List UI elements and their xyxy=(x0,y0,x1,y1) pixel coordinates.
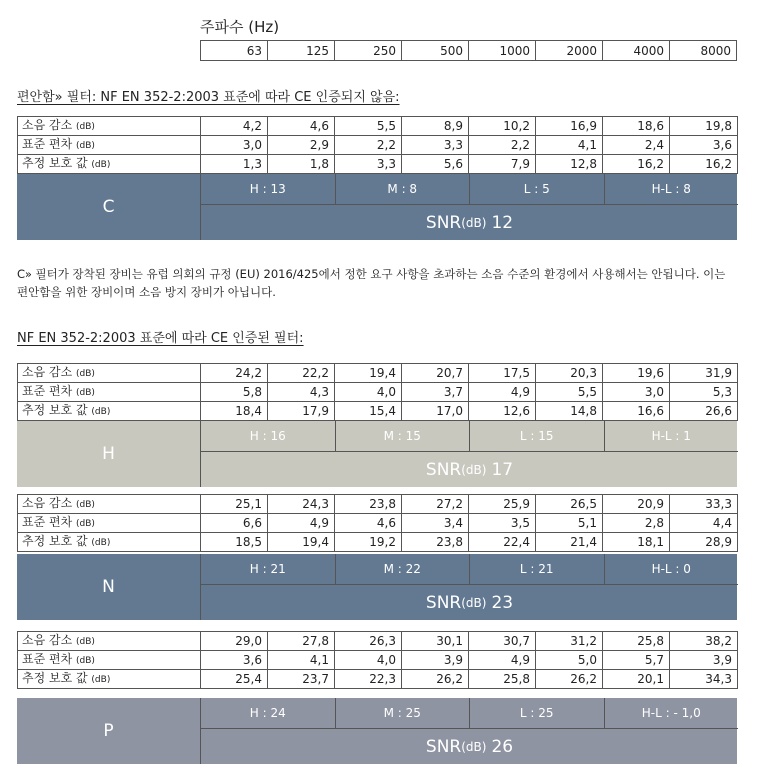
filter-table-c xyxy=(17,116,738,174)
snr-label: SNR xyxy=(425,736,462,757)
value-cell: 20,1 xyxy=(603,670,670,689)
value-cell: 34,3 xyxy=(670,670,738,689)
value-cell: 10,2 xyxy=(469,117,536,136)
snr-label: SNR xyxy=(425,592,462,613)
frequency-cell: 8000 xyxy=(670,41,737,61)
value-cell: 25,4 xyxy=(201,670,268,689)
value-cell: 4,4 xyxy=(670,514,738,533)
row-label-text: 추정 보호 값 xyxy=(22,156,88,170)
value-cell: 4,1 xyxy=(536,136,603,155)
value-cell: 20,3 xyxy=(536,364,603,383)
hml-values xyxy=(200,421,738,452)
value-cell: 26,6 xyxy=(670,402,738,421)
heading-not-certified: 편안함» 필터: NF EN 352-2:2003 표준에 따라 CE 인증되지 않음: xyxy=(17,90,400,105)
value-cell: 19,6 xyxy=(603,364,670,383)
hml-values xyxy=(200,698,738,729)
value-cell: 8,9 xyxy=(402,117,469,136)
table-row xyxy=(18,117,738,136)
heading-certified: NF EN 352-2:2003 표준에 따라 CE 인증된 필터: xyxy=(17,331,304,346)
value-cell: 17,9 xyxy=(268,402,335,421)
value-cell: 1,8 xyxy=(268,155,335,174)
value-cell: 30,1 xyxy=(402,632,469,651)
usage-note: C» 필터가 장착된 장비는 유럽 의회의 규정 (EU) 2016/425에서 정한 요구 사항을 초과하는 소음 수준의 환경에서 사용해서는 안됩니다. 이는 편안함을 위한 장비이며 소음 방지 장비가 아닙니다. xyxy=(17,267,726,299)
row-label-text: 표준 편차 xyxy=(22,515,73,529)
snr-unit: (dB) xyxy=(461,595,487,610)
value-cell: 24,2 xyxy=(201,364,268,383)
value-cell: 12,8 xyxy=(536,155,603,174)
value-cell: 27,2 xyxy=(402,495,469,514)
snr-unit: (dB) xyxy=(461,215,487,230)
value-cell: 4,1 xyxy=(268,651,335,670)
table-row xyxy=(18,155,738,174)
value-cell: 19,4 xyxy=(268,533,335,552)
value-cell: 4,3 xyxy=(268,383,335,402)
value-cell: 28,9 xyxy=(670,533,738,552)
value-cell: 2,2 xyxy=(469,136,536,155)
row-label-unit: (dB) xyxy=(76,500,95,510)
value-cell: 16,6 xyxy=(603,402,670,421)
value-cell: 26,2 xyxy=(536,670,603,689)
hml-value: H-L : 0 xyxy=(604,554,739,584)
value-cell: 6,6 xyxy=(201,514,268,533)
value-cell: 26,2 xyxy=(402,670,469,689)
value-cell: 31,9 xyxy=(670,364,738,383)
value-cell: 19,8 xyxy=(670,117,738,136)
value-cell: 2,2 xyxy=(335,136,402,155)
hml-value: H-L : - 1,0 xyxy=(604,698,739,728)
row-label-deviation xyxy=(18,514,201,533)
value-cell: 2,9 xyxy=(268,136,335,155)
hml-value: H-L : 1 xyxy=(604,421,739,451)
value-cell: 25,9 xyxy=(469,495,536,514)
value-cell: 20,9 xyxy=(603,495,670,514)
value-cell: 38,2 xyxy=(670,632,738,651)
value-cell: 18,1 xyxy=(603,533,670,552)
value-cell: 21,4 xyxy=(536,533,603,552)
snr-unit: (dB) xyxy=(461,739,487,754)
row-label-protection xyxy=(18,402,201,421)
frequency-row xyxy=(201,41,737,61)
row-label-text: 소음 감소 xyxy=(22,118,73,132)
row-label-unit: (dB) xyxy=(76,388,95,398)
row-label-attenuation xyxy=(18,632,201,651)
row-label-text: 표준 편차 xyxy=(22,137,73,151)
value-cell: 4,9 xyxy=(469,651,536,670)
table-row xyxy=(18,136,738,155)
filter-table-p xyxy=(17,631,738,689)
value-cell: 20,7 xyxy=(402,364,469,383)
table-row xyxy=(18,651,738,670)
snr-band-p xyxy=(17,698,737,764)
hml-value: H : 21 xyxy=(249,562,286,576)
value-cell: 31,2 xyxy=(536,632,603,651)
table-row xyxy=(18,402,738,421)
value-cell: 5,5 xyxy=(536,383,603,402)
value-cell: 4,0 xyxy=(335,651,402,670)
hml-value: M : 15 xyxy=(335,421,470,451)
row-label-unit: (dB) xyxy=(91,538,111,548)
value-cell: 5,3 xyxy=(670,383,738,402)
value-cell: 12,6 xyxy=(469,402,536,421)
snr-band-h xyxy=(17,421,737,487)
hml-value: L : 5 xyxy=(469,174,604,204)
frequency-cell: 500 xyxy=(402,41,469,61)
value-cell: 16,2 xyxy=(603,155,670,174)
value-cell: 2,8 xyxy=(603,514,670,533)
row-label-protection xyxy=(18,155,201,174)
value-cell: 22,3 xyxy=(335,670,402,689)
snr-value xyxy=(200,205,738,240)
row-label-unit: (dB) xyxy=(76,369,95,379)
hml-value: M : 22 xyxy=(335,554,470,584)
frequency-cell: 4000 xyxy=(603,41,670,61)
value-cell: 24,3 xyxy=(268,495,335,514)
value-cell: 3,3 xyxy=(402,136,469,155)
row-label-deviation xyxy=(18,383,201,402)
filter-letter: H xyxy=(102,444,115,464)
row-label-unit: (dB) xyxy=(76,637,95,647)
value-cell: 27,8 xyxy=(268,632,335,651)
value-cell: 4,6 xyxy=(268,117,335,136)
snr-label: SNR xyxy=(425,212,462,233)
hml-value: M : 25 xyxy=(335,698,470,728)
row-label-deviation xyxy=(18,136,201,155)
value-cell: 3,0 xyxy=(201,136,268,155)
value-cell: 2,4 xyxy=(603,136,670,155)
value-cell: 3,9 xyxy=(402,651,469,670)
snr-band-n xyxy=(17,554,737,620)
value-cell: 14,8 xyxy=(536,402,603,421)
value-cell: 3,3 xyxy=(335,155,402,174)
row-label-unit: (dB) xyxy=(76,141,95,151)
filter-table-h xyxy=(17,363,738,421)
row-label-protection xyxy=(18,533,201,552)
frequency-table xyxy=(200,40,737,61)
frequency-cell: 1000 xyxy=(469,41,536,61)
filter-letter: N xyxy=(102,577,115,597)
value-cell: 17,5 xyxy=(469,364,536,383)
row-label-text: 소음 감소 xyxy=(22,365,73,379)
hml-value: L : 25 xyxy=(469,698,604,728)
value-cell: 5,7 xyxy=(603,651,670,670)
hml-value: L : 15 xyxy=(469,421,604,451)
row-label-protection xyxy=(18,670,201,689)
value-cell: 4,6 xyxy=(335,514,402,533)
value-cell: 5,0 xyxy=(536,651,603,670)
table-row xyxy=(18,670,738,689)
snr-label: SNR xyxy=(425,459,462,480)
value-cell: 16,2 xyxy=(670,155,738,174)
hml-values xyxy=(200,554,738,585)
table-row xyxy=(18,514,738,533)
value-cell: 5,1 xyxy=(536,514,603,533)
value-cell: 3,0 xyxy=(603,383,670,402)
value-cell: 30,7 xyxy=(469,632,536,651)
hml-value: L : 21 xyxy=(469,554,604,584)
row-label-unit: (dB) xyxy=(91,675,111,685)
hml-value: H-L : 8 xyxy=(604,174,739,204)
frequency-cell: 250 xyxy=(335,41,402,61)
value-cell: 3,9 xyxy=(670,651,738,670)
row-label-unit: (dB) xyxy=(91,160,111,170)
frequency-cell: 63 xyxy=(201,41,268,61)
hml-value: H : 16 xyxy=(249,429,286,443)
value-cell: 25,8 xyxy=(469,670,536,689)
value-cell: 19,2 xyxy=(335,533,402,552)
row-label-unit: (dB) xyxy=(76,519,95,529)
value-cell: 26,3 xyxy=(335,632,402,651)
filter-table-n xyxy=(17,494,738,552)
value-cell: 4,0 xyxy=(335,383,402,402)
hml-value: H : 13 xyxy=(249,182,286,196)
value-cell: 18,4 xyxy=(201,402,268,421)
value-cell: 18,6 xyxy=(603,117,670,136)
value-cell: 5,8 xyxy=(201,383,268,402)
row-label-deviation xyxy=(18,651,201,670)
row-label-text: 표준 편차 xyxy=(22,384,73,398)
snr-unit: (dB) xyxy=(461,462,487,477)
value-cell: 18,5 xyxy=(201,533,268,552)
value-cell: 25,1 xyxy=(201,495,268,514)
value-cell: 3,6 xyxy=(670,136,738,155)
row-label-unit: (dB) xyxy=(76,122,95,132)
table-row xyxy=(18,632,738,651)
snr-value xyxy=(200,585,738,620)
value-cell: 25,8 xyxy=(603,632,670,651)
row-label-text: 추정 보호 값 xyxy=(22,403,88,417)
value-cell: 26,5 xyxy=(536,495,603,514)
value-cell: 7,9 xyxy=(469,155,536,174)
value-cell: 4,2 xyxy=(201,117,268,136)
row-label-attenuation xyxy=(18,364,201,383)
row-label-text: 표준 편차 xyxy=(22,652,73,666)
value-cell: 4,9 xyxy=(268,514,335,533)
value-cell: 5,5 xyxy=(335,117,402,136)
row-label-attenuation xyxy=(18,117,201,136)
value-cell: 3,7 xyxy=(402,383,469,402)
value-cell: 23,7 xyxy=(268,670,335,689)
value-cell: 3,6 xyxy=(201,651,268,670)
snr-number: 17 xyxy=(491,459,514,480)
table-row xyxy=(18,364,738,383)
value-cell: 3,4 xyxy=(402,514,469,533)
row-label-text: 소음 감소 xyxy=(22,633,73,647)
row-label-text: 추정 보호 값 xyxy=(22,534,88,548)
hml-value: M : 8 xyxy=(335,174,470,204)
value-cell: 4,9 xyxy=(469,383,536,402)
snr-band-c xyxy=(17,174,737,240)
snr-value xyxy=(200,729,738,764)
value-cell: 23,8 xyxy=(402,533,469,552)
table-row xyxy=(18,383,738,402)
filter-letter: C xyxy=(102,197,115,217)
row-label-text: 소음 감소 xyxy=(22,496,73,510)
frequency-title: 주파수 (Hz) xyxy=(200,18,280,36)
hml-values xyxy=(200,174,738,205)
snr-number: 12 xyxy=(491,212,514,233)
hml-value: H : 24 xyxy=(249,706,286,720)
row-label-text: 추정 보호 값 xyxy=(22,671,88,685)
value-cell: 22,2 xyxy=(268,364,335,383)
value-cell: 1,3 xyxy=(201,155,268,174)
value-cell: 33,3 xyxy=(670,495,738,514)
row-label-attenuation xyxy=(18,495,201,514)
snr-number: 23 xyxy=(491,592,514,613)
frequency-cell: 2000 xyxy=(536,41,603,61)
value-cell: 19,4 xyxy=(335,364,402,383)
value-cell: 29,0 xyxy=(201,632,268,651)
value-cell: 16,9 xyxy=(536,117,603,136)
snr-number: 26 xyxy=(491,736,514,757)
table-row xyxy=(18,495,738,514)
table-row xyxy=(18,533,738,552)
row-label-unit: (dB) xyxy=(76,656,95,666)
value-cell: 5,6 xyxy=(402,155,469,174)
value-cell: 23,8 xyxy=(335,495,402,514)
value-cell: 3,5 xyxy=(469,514,536,533)
frequency-cell: 125 xyxy=(268,41,335,61)
value-cell: 22,4 xyxy=(469,533,536,552)
filter-letter: P xyxy=(103,721,114,741)
value-cell: 15,4 xyxy=(335,402,402,421)
snr-value xyxy=(200,452,738,487)
value-cell: 17,0 xyxy=(402,402,469,421)
row-label-unit: (dB) xyxy=(91,407,111,417)
